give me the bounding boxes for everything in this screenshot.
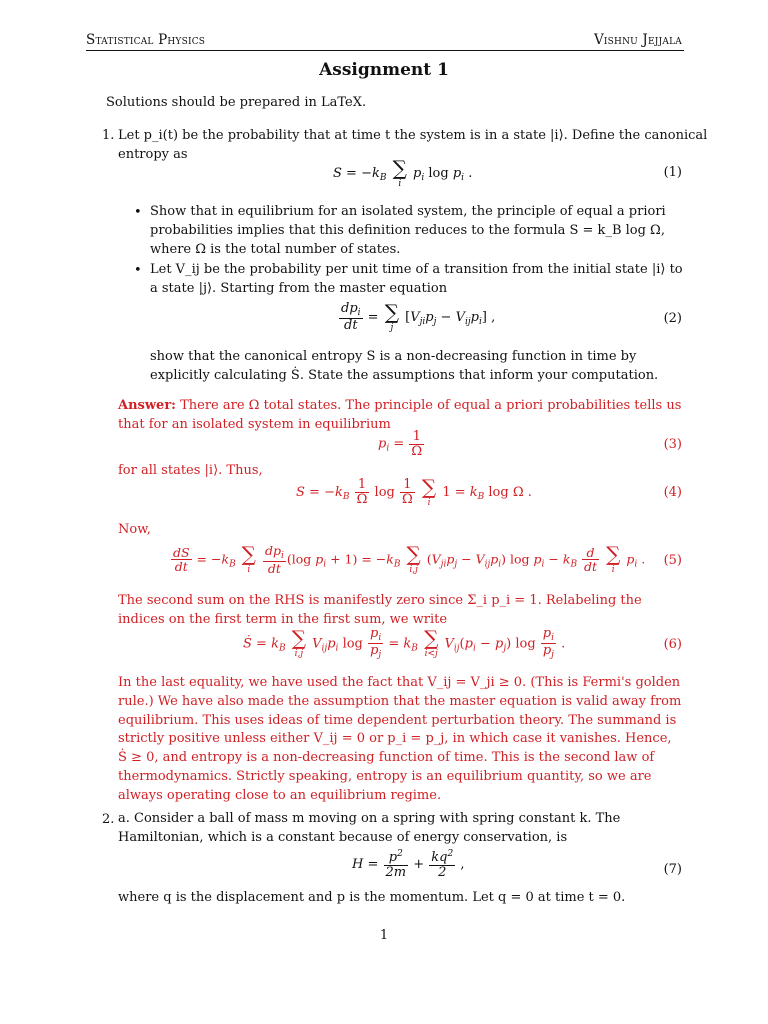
running-header-right: Vishnu Jejjala	[593, 32, 682, 48]
running-header-left: Statistical Physics	[86, 32, 206, 48]
eq7-label: (7)	[663, 862, 682, 877]
equation-5: $\frac{dS}{dt}$ = $-k_B$ ∑ i $\frac{dp_i}{dt}$ (log $p_i + 1) = -k_B$ ∑ i,j $(V_{ji}p_j - V_{ij}p_i)$ $\log p_i - k_B$ $\frac{d}{dt}$ ∑ i $p_i$ .	[173, 542, 646, 577]
answer-paragraph-4: The second sum on the RHS is manifestly zero since Σ_i p_i = 1. Relabeling the indices on the first term in the first sum, we write	[118, 593, 642, 627]
answer-paragraph-3: Now,	[118, 522, 151, 537]
answer-paragraph-5: In the last equality, we have used the fact that V_ij = V_ji ≥ 0. (This is Fermi's golden rule.) We have also made the assumption that the master equation is valid away from equilibrium. This uses ideas of time dependent perturbation theory. The summand is strictly positive unless either V_ij = 0 or p_i = p_j, in which case it vanishes. Hence, Ṡ ≥ 0, and entropy is a non-decreasing function of time. This is the second law of thermodynamics. Strictly speaking, entropy is an equilibrium quantity, so we are always operating close to an equilibrium regime.	[118, 675, 682, 803]
equation-7: H = $\frac{p^2}{2m}$ + $\frac{kq^2}{2}$ ,	[352, 849, 465, 880]
q1-bullet1: Show that in equilibrium for an isolated system, the principle of equal a priori probabilities implies that this definition reduces to the formula S = k_B log Ω, where Ω is the total number of states.	[150, 204, 666, 257]
intro-text: Solutions should be prepared in LaTeX.	[106, 95, 367, 110]
answer-label: Answer:	[118, 398, 176, 413]
equation-2: $\frac{dp_i}{dt}$ = ∑ j $[V_{ji}p_j - V_{ij}p_i]$ ,	[341, 300, 496, 334]
q1-bullet2-b: show that the canonical entropy S is a non-decreasing function in time by explicitly calculating Ṡ. State the assumptions that inform your computation.	[150, 349, 659, 383]
answer-paragraph-2: for all states |i⟩. Thus,	[118, 463, 263, 478]
bullet-dot-2: •	[134, 263, 142, 278]
q1-bullet2-a: Let V_ij be the probability per unit time of a transition from the initial state |i⟩ to a state |j⟩. Starting from the master equation	[150, 262, 683, 296]
answer-paragraph-1: Answer: There are Ω total states. The principle of equal a priori probabilities tells us that for an isolated system in equilibrium	[118, 398, 682, 432]
bullet-dot-1: •	[134, 205, 142, 220]
eq3-label: (3)	[663, 437, 682, 452]
assignment-title: Assignment 1	[319, 60, 449, 80]
eq6-label: (6)	[663, 637, 682, 652]
eq4-label: (4)	[663, 485, 682, 500]
page-number: 1	[379, 928, 389, 943]
q2-paragraph-2: where q is the displacement and p is the momentum. Let q = 0 at time t = 0.	[118, 890, 626, 905]
header-rule	[86, 50, 684, 51]
eq5-label: (5)	[663, 553, 682, 568]
q1-number: 1.	[102, 128, 115, 143]
eq1-label: (1)	[663, 165, 682, 180]
q2-paragraph-1: a. Consider a ball of mass m moving on a spring with spring constant k. The Hamiltonian, which is a constant because of energy conservation, is	[118, 811, 621, 845]
equation-3: $p_i$ = $\frac{1}{\Omega}$	[378, 429, 423, 459]
q1-line2: entropy as	[118, 147, 188, 162]
q1-line1: Let p_i(t) be the probability that at time t the system is in a state |i⟩. Define the canonical	[118, 128, 708, 143]
eq2-label: (2)	[663, 311, 682, 326]
equation-4: $S = -k_B$ $\frac{1}{\Omega}$ log $\frac{1}{\Omega}$ ∑ i $1 = k_B$ log Ω .	[296, 475, 532, 508]
equation-1: $S = -k_B$ ∑ i $p_i$ $\log p_i$ .	[333, 156, 473, 189]
q2-number: 2.	[102, 812, 115, 827]
equation-6: Ṡ = $k_B$ ∑ i,j $V_{ij}p_i$ log $\frac{p_i}{p_j}$ = $k_B$ ∑ i<j $V_{ij}(p_i - p_j)$ log $\frac{p_i}{p_j}$ .	[243, 626, 566, 661]
